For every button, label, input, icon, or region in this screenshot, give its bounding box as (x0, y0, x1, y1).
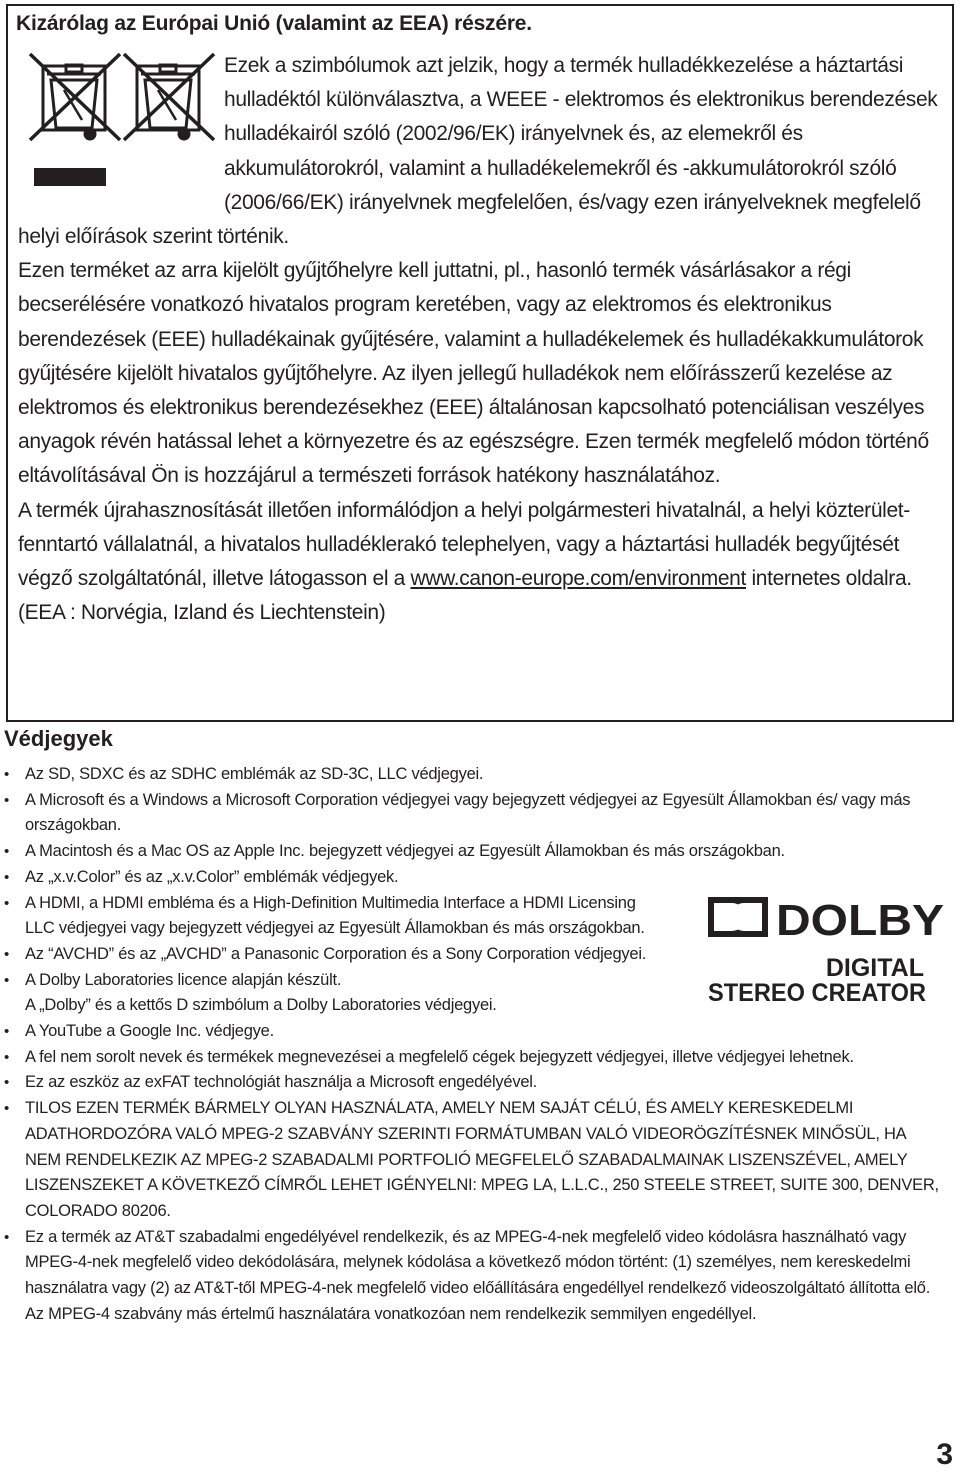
list-item: • TILOS EZEN TERMÉK BÁRMELY OLYAN HASZNÁLATA, AMELY NEM SAJÁT CÉLÚ, ÉS AMELY KERESKEDELMI ADATHORDOZÓRA VALÓ MPEG-2 SZABVÁNY SZERINTI FORMÁTUMBAN VALÓ VIDEORÖGZÍTÉSNEK MINŐSÜL, HA NEM RENDELKEZIK AZ MPEG-2 SZABADALMI PORTFOLIÓ MEGFELELŐ SZABADALMAINAK LISZENSZÉVEL, AMELY LISZENSZEKET A KÖVETKEZŐ CÍMRŐL LEHET IGÉNYELNI: MPEG LA, L.L.C., 250 STEELE STREET, SUITE 300, DENVER, COLORADO 80206. (0, 1096, 940, 1225)
eu-paragraph-1: Ezek a szimbólumok azt jelzik, hogy a termék hulladékkezelése a háztartási hulladéktól különválasztva, a WEEE - elektromos és elektronikus berendezések hulladékairól szóló (2002/96/EK) irányelvnek és, az elemekről és akkumulátorokról, valamint a hulladékelemekről és -akkumulátorokról szóló (2006/66/EK) irányelvnek megfelelően, és/vagy ezen irányelveknek megfelelő helyi előírások szerint történik. (18, 54, 938, 249)
list-item: • Az „x.v.Color” és az „x.v.Color” emblémák védjegyek. (0, 865, 940, 891)
eu-notice-body (18, 49, 948, 630)
list-item: • A Macintosh és a Mac OS az Apple Inc. bejegyzett védjegyei az Egyesült Államokban és más országokban. (0, 839, 940, 865)
eu-disposal-notice-box (6, 4, 954, 722)
list-item: • Ez a termék az AT&T szabadalmi engedélyével rendelkezik, és az MPEG-4-nek megfelelő video kódolásra használható vagy MPEG-4-nek megfelelő video dekódolására, melynek kódolása a következő módon történt: (1) személyes, nem kereskedelmi használatra vagy (2) az AT&T-től MPEG-4-nek megfelelő video előállítására engedéllyel rendelkező videoszolgáltató állította elő. Az MPEG-4 szabvány más értelmű használatára vonatkozóan nem rendelkezik semmilyen engedéllyel. (0, 1225, 940, 1328)
eu-paragraph-3-post: internetes oldalra. (745, 567, 912, 591)
dolby-word: DOLBY (776, 896, 944, 945)
list-item: • A Microsoft és a Windows a Microsoft Corporation védjegyei vagy bejegyzett védjegyei az Egyesült Államokban és/ vagy más országokban. (0, 788, 940, 839)
eu-notice-title: Kizárólag az Európai Unió (valamint az EEA) részére. (16, 12, 532, 35)
dolby-digital-stereo-creator-logo (706, 895, 946, 1005)
eu-paragraph-3-pre: A termék újrahasznosítását illetően informálódjon a helyi polgármesteri hivatalnál, a helyi közterület-fenntartó vállalatnál, a hivatalos hulladéklerakó telephelyen, vagy a háztartási hulladék begyűjtését végző szolgáltatónál, illetve látogasson el a (18, 498, 910, 591)
list-item: • A HDMI, a HDMI embléma és a High-Definition Multimedia Interface a HDMI Licensing LLC védjegyei vagy bejegyzett védjegyei az Egyesült Államokban és más országokban. (0, 891, 650, 942)
dolby-trademark-text: A „Dolby” és a kettős D szimbólum a Dolby Laboratories védjegyei. (25, 996, 497, 1015)
list-item: • Ez az eszköz az exFAT technológiát használja a Microsoft engedélyével. (0, 1070, 940, 1096)
page-number: 3 (936, 1438, 953, 1471)
list-item: • A YouTube a Google Inc. védjegye. (0, 1019, 940, 1045)
list-item: • Az SD, SDXC és az SDHC emblémák az SD-3C, LLC védjegyei. (0, 762, 940, 788)
list-item: • Az “AVCHD” és az „AVCHD” a Panasonic Corporation és a Sony Corporation védjegyei. (0, 942, 650, 968)
eu-paragraph-3 (18, 494, 948, 597)
trademarks-heading: Védjegyek (4, 726, 113, 751)
dolby-stereo-creator-line: STEREO CREATOR (708, 979, 926, 1005)
trademark-list (0, 762, 940, 1327)
list-item: • A fel nem sorolt nevek és termékek megnevezései a megfelelő cégek bejegyzett védjegyei, illetve védjegyei lehetnek. (0, 1045, 940, 1071)
dolby-digital-line: DIGITAL (825, 954, 924, 982)
double-d-icon (708, 897, 768, 937)
eu-paragraph-2: Ezen terméket az arra kijelölt gyűjtőhelyre kell juttatni, pl., hasonló termék vásárlásakor a régi becserélésére vonatkozó hivatalos program keretében, vagy az elektromos és elektronikus berendezések (EEE) hulladékainak gyűjtésére, valamint a hulladékelemek és hulladékakkumulátorok gyűjtésére kijelölt hivatalos gyűjtőhelyre. Az ilyen jellegű hulladékok nem előírásszerű kezelése az elektromos és elektronikus berendezésekhez (EEE) általánosan kapcsolható potenciálisan veszélyes anyagok révén hatással lehet a környezetre és az egészségre. Ezen termék megfelelő módon történő eltávolításával Ön is hozzájárul a természeti források hatékony használatához. (18, 259, 929, 488)
eea-note: (EEA : Norvégia, Izland és Liechtenstein) (18, 601, 386, 625)
dolby-licence-text: A Dolby Laboratories licence alapján készült. (25, 970, 342, 989)
canon-environment-link[interactable]: www.canon-europe.com/environment (410, 567, 746, 591)
